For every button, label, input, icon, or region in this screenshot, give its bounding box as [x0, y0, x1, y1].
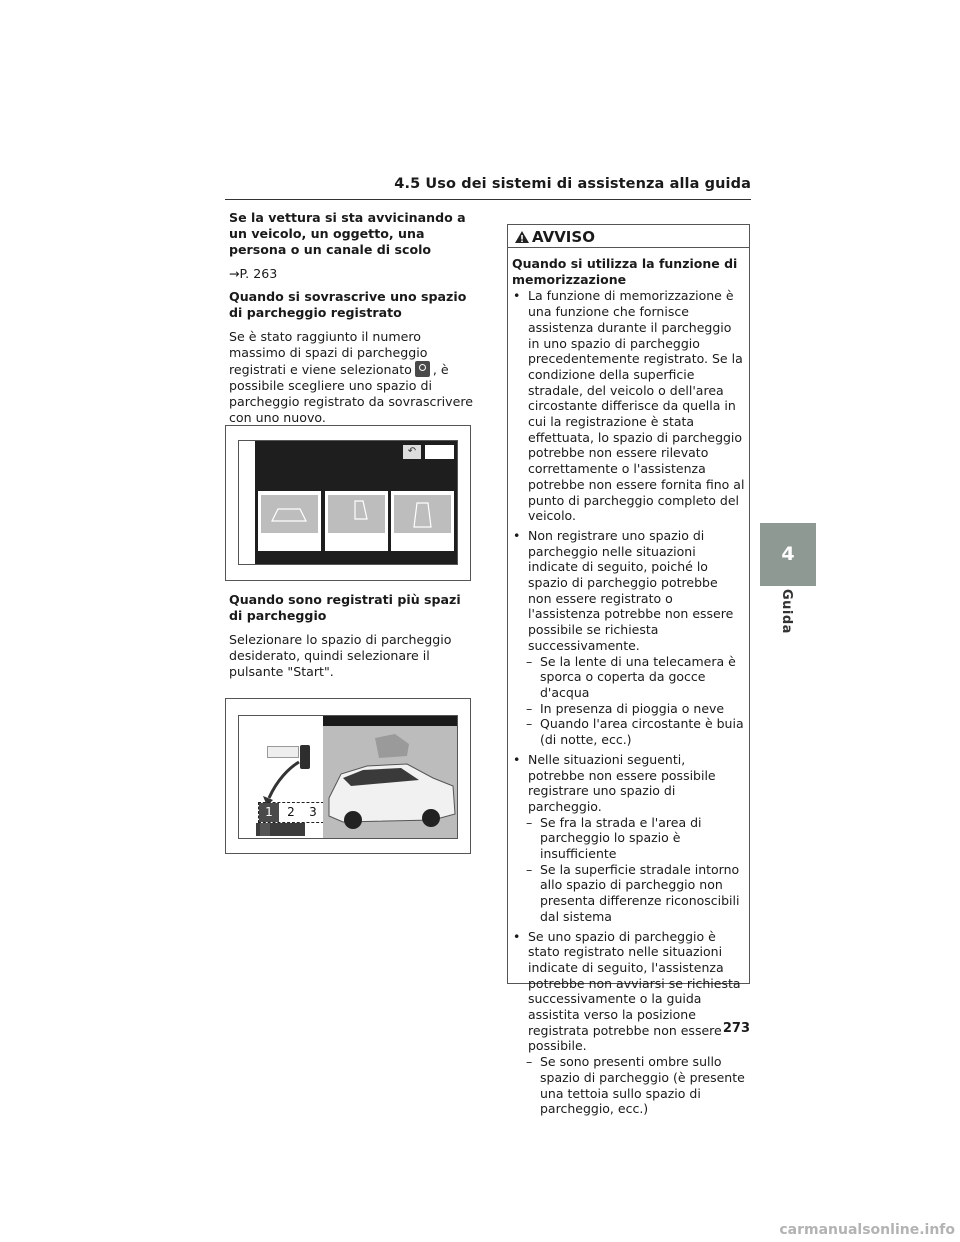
parking-space-icon	[391, 491, 454, 551]
sub-item: – In presenza di pioggia o neve	[512, 701, 745, 717]
parking-slot-tile-1[interactable]	[258, 491, 321, 551]
settings-icon	[260, 823, 270, 836]
parking-slot-tile-2[interactable]	[325, 491, 388, 551]
camera-view	[323, 716, 457, 838]
header-rule	[225, 199, 751, 200]
slot-selector	[258, 802, 324, 823]
slot-3-button[interactable]: 3	[303, 803, 323, 822]
display-screen	[238, 440, 458, 565]
sub-item: – Se fra la strada e l'area di parcheggio lo spazio è insufficiente	[512, 815, 745, 862]
warning-bullet-2: • Non registrare uno spazio di parcheggio nelle situazioni indicate di seguito, poiché lo spazio di parcheggio potrebbe non essere registrato o l'assistenza potrebbe non essere possibile se richiesta successivamente.	[512, 528, 745, 654]
figure-multiple-spaces	[225, 698, 471, 854]
warning-header	[508, 225, 749, 248]
heading-multiple: Quando sono registrati più spazi di parcheggio	[229, 592, 461, 623]
figure-overwrite-screen	[225, 425, 471, 581]
screen-background	[255, 441, 457, 564]
warning-bullet-2-subs	[512, 654, 745, 748]
warning-triangle-icon	[514, 230, 530, 244]
back-arrow-icon[interactable]: ↶	[403, 445, 421, 459]
heading-approaching: Se la vettura si sta avvicinando a un veicolo, un oggetto, una persona o un canale di scolo	[229, 210, 466, 257]
page-number: 273	[722, 1021, 750, 1036]
chapter-tab-label: Guida	[779, 589, 794, 634]
slot-1-button[interactable]: 1	[259, 803, 279, 822]
warning-bullet-3-subs	[512, 815, 745, 925]
heading-overwrite: Quando si sovrascrive uno spazio di parcheggio registrato	[229, 289, 467, 320]
watermark: carmanualsonline.info	[779, 1222, 955, 1238]
display-screen	[238, 715, 458, 839]
warning-title: AVVISO	[532, 228, 595, 246]
warning-subheading: Quando si utilizza la funzione di memorizzazione	[512, 256, 738, 287]
car-image	[323, 716, 457, 838]
paragraph-overwrite	[229, 329, 474, 426]
slot-2-button[interactable]: 2	[281, 803, 301, 822]
register-parking-icon	[415, 361, 430, 377]
paragraph-overwrite-part2: , è possibile scegliere uno spazio di parcheggio registrato da sovrascrivere con uno nuovo.	[229, 362, 473, 425]
screen-button[interactable]	[425, 445, 454, 459]
parking-space-icon	[258, 491, 321, 551]
sub-item: – Se la lente di una telecamera è sporca o coperta da gocce d'acqua	[512, 654, 745, 701]
left-column-lower	[229, 592, 474, 687]
paragraph-multiple: Selezionare lo spazio di parcheggio desiderato, quindi selezionare il pulsante "Start".	[229, 632, 452, 679]
screen-left-panel	[239, 716, 323, 838]
section-header: 4.5 Uso dei sistemi di assistenza alla guida	[394, 176, 751, 192]
left-column	[229, 210, 474, 433]
warning-body	[508, 248, 749, 1117]
warning-bullet-4-subs	[512, 1054, 745, 1117]
parking-slot-tile-3[interactable]	[391, 491, 454, 551]
sub-item: – Se la superficie stradale intorno allo spazio di parcheggio non presenta differenze riconoscibili dal sistema	[512, 862, 745, 925]
chapter-tab[interactable]: 4	[760, 523, 816, 586]
warning-bullet-1: • La funzione di memorizzazione è una funzione che fornisce assistenza durante il parcheggio in uno spazio di parcheggio precedentemente registrato. Se la condizione della superficie stradale, del veicolo o dell'area circostante differisce da quella in cui la registrazione è stata effettuata, lo spazio di parcheggio potrebbe non essere rilevato correttamente o l'assistenza potrebbe non essere fornita fino al punto di parcheggio completo del veicolo.	[512, 288, 745, 524]
warning-bullet-3: • Nelle situazioni seguenti, potrebbe non essere possibile registrare uno spazio di parcheggio.	[512, 752, 745, 815]
warning-bullet-4: • Se uno spazio di parcheggio è stato registrato nelle situazioni indicate di seguito, l'assistenza potrebbe non avviarsi se richiesta successivamente o la guida assistita verso la posizione registrata potrebbe non essere possibile.	[512, 929, 745, 1055]
page-reference: →P. 263	[229, 266, 278, 281]
parking-space-icon	[325, 491, 388, 551]
sub-item: – Quando l'area circostante è buia (di notte, ecc.)	[512, 716, 745, 747]
paragraph-overwrite-part1: Se è stato raggiunto il numero massimo di spazi di parcheggio registrati e viene selezionato	[229, 329, 428, 377]
sub-item: – Se sono presenti ombre sullo spazio di parcheggio (è presente una tettoia sullo spazio di parcheggio, ecc.)	[512, 1054, 745, 1117]
